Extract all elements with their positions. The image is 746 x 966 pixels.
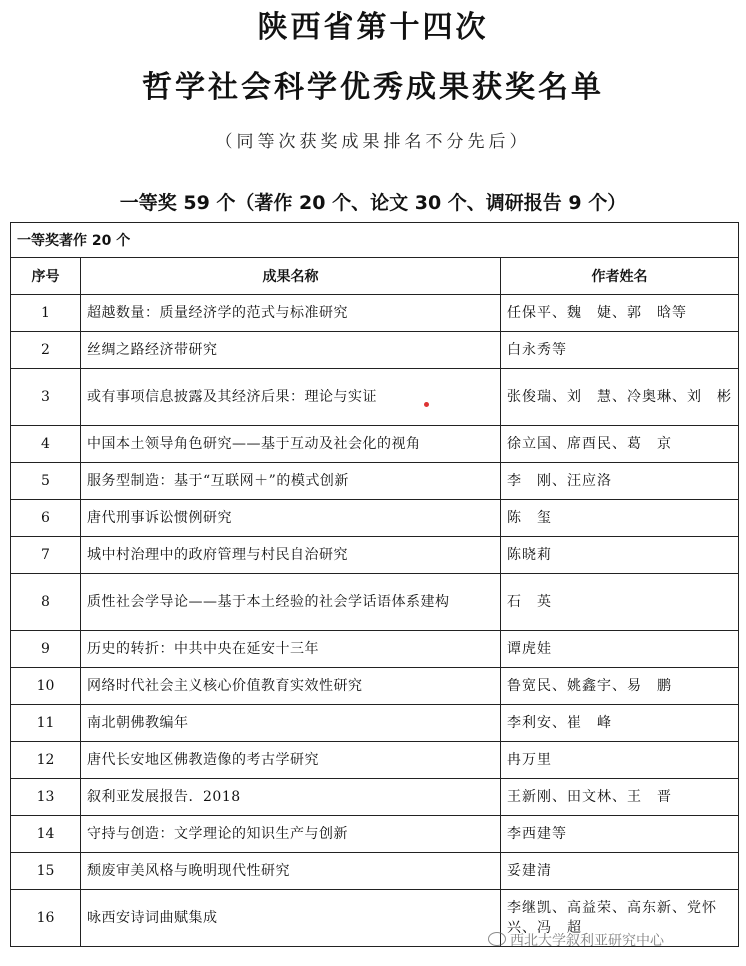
row-number: 1: [11, 295, 81, 332]
row-authors: 张俊瑞、刘 慧、冷奥琳、刘 彬: [501, 369, 739, 426]
row-number: 6: [11, 500, 81, 537]
table-row: [11, 332, 739, 369]
table-row: [11, 779, 739, 816]
row-authors: 任保平、魏 婕、郭 晗等: [501, 295, 739, 332]
table-row: [11, 631, 739, 668]
row-title: 网络时代社会主义核心价值教育实效性研究: [81, 668, 501, 705]
table-row: [11, 500, 739, 537]
section-header-row: [11, 223, 739, 258]
table-row: [11, 853, 739, 890]
row-authors: 李西建等: [501, 816, 739, 853]
row-authors: 鲁宽民、姚鑫宇、易 鹏: [501, 668, 739, 705]
row-title: 颓废审美风格与晚明现代性研究: [81, 853, 501, 890]
row-number: 9: [11, 631, 81, 668]
row-number: 13: [11, 779, 81, 816]
column-header-row: [11, 258, 739, 295]
table-row: [11, 668, 739, 705]
row-title: 唐代刑事诉讼惯例研究: [81, 500, 501, 537]
row-number: 14: [11, 816, 81, 853]
table-row: [11, 537, 739, 574]
row-title: 咏西安诗词曲赋集成: [81, 890, 501, 947]
section-label: 一等奖著作 20 个: [11, 223, 739, 258]
row-authors: 陈晓莉: [501, 537, 739, 574]
column-header-authors: 作者姓名: [501, 258, 739, 295]
row-title: 质性社会学导论——基于本土经验的社会学话语体系建构: [81, 574, 501, 631]
row-title: 守持与创造：文学理论的知识生产与创新: [81, 816, 501, 853]
table-row: [11, 463, 739, 500]
row-number: 2: [11, 332, 81, 369]
row-title: 服务型制造：基于“互联网＋”的模式创新: [81, 463, 501, 500]
page-title-line2: 哲学社会科学优秀成果获奖名单: [142, 70, 604, 105]
row-authors: 冉万里: [501, 742, 739, 779]
row-authors: 李 刚、汪应洛: [501, 463, 739, 500]
table-row: [11, 816, 739, 853]
row-title: 城中村治理中的政府管理与村民自治研究: [81, 537, 501, 574]
row-number: 12: [11, 742, 81, 779]
table-row: [11, 742, 739, 779]
row-title: 或有事项信息披露及其经济后果：理论与实证: [81, 369, 501, 426]
row-authors: 妥建清: [501, 853, 739, 890]
row-authors: 谭虎娃: [501, 631, 739, 668]
row-number: 11: [11, 705, 81, 742]
row-authors: 石 英: [501, 574, 739, 631]
page-title-line1: 陕西省第十四次: [257, 10, 489, 45]
wechat-icon: [488, 932, 506, 946]
row-authors: 徐立国、席酉民、葛 京: [501, 426, 739, 463]
ranking-note: （同等次获奖成果排名不分先后）: [215, 132, 531, 152]
row-number: 16: [11, 890, 81, 947]
row-authors: 陈 玺: [501, 500, 739, 537]
row-number: 5: [11, 463, 81, 500]
row-number: 15: [11, 853, 81, 890]
column-header-title: 成果名称: [81, 258, 501, 295]
row-title: 历史的转折：中共中央在延安十三年: [81, 631, 501, 668]
table-row: [11, 426, 739, 463]
row-number: 10: [11, 668, 81, 705]
row-number: 3: [11, 369, 81, 426]
row-title: 南北朝佛教编年: [81, 705, 501, 742]
row-authors: 李利安、崔 峰: [501, 705, 739, 742]
row-title: 超越数量：质量经济学的范式与标准研究: [81, 295, 501, 332]
table-row: [11, 705, 739, 742]
table-row: [11, 369, 739, 426]
row-number: 4: [11, 426, 81, 463]
row-title: 唐代长安地区佛教造像的考古学研究: [81, 742, 501, 779]
row-authors: 李继凯、高益荣、高东新、党怀兴、冯 超: [501, 890, 739, 947]
award-summary: 一等奖 59 个（著作 20 个、论文 30 个、调研报告 9 个）: [119, 192, 627, 214]
row-title: 叙利亚发展报告．2018: [81, 779, 501, 816]
table-row: [11, 574, 739, 631]
row-title: 中国本土领导角色研究——基于互动及社会化的视角: [81, 426, 501, 463]
row-title: 丝绸之路经济带研究: [81, 332, 501, 369]
table-row: [11, 295, 739, 332]
watermark-text: 西北大学叙利亚研究中心: [510, 933, 664, 949]
row-authors: 王新刚、田文林、王 晋: [501, 779, 739, 816]
red-ink-mark: [424, 402, 429, 407]
row-number: 7: [11, 537, 81, 574]
row-number: 8: [11, 574, 81, 631]
watermark: [488, 930, 664, 950]
column-header-no: 序号: [11, 258, 81, 295]
row-authors: 白永秀等: [501, 332, 739, 369]
awards-table: [10, 222, 739, 947]
